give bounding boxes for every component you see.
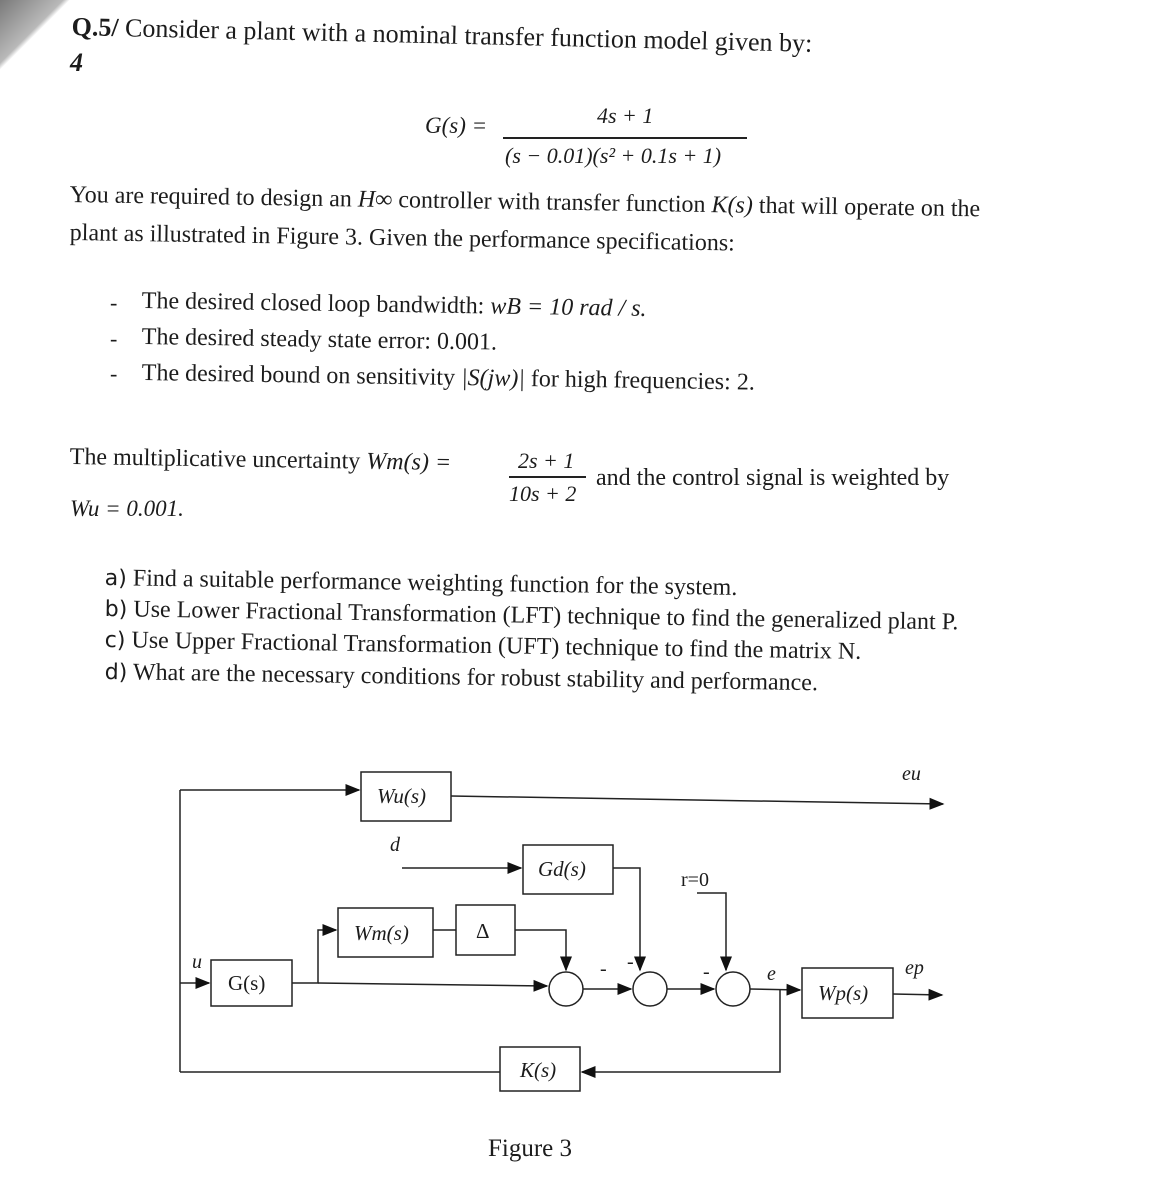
signal-eu: eu (902, 763, 921, 785)
plant-eq-lhs: G(s) = (425, 113, 488, 138)
wire-g-to-wm (292, 930, 336, 983)
question-a-text: Find a suitable performance weighting function for the system. (132, 565, 738, 601)
signal-ep: ep (905, 957, 924, 979)
spec-3-tail: for high frequencies: 2. (524, 366, 756, 396)
question-c-label: c) (104, 627, 126, 654)
signal-u: u (192, 951, 202, 973)
wu-value: Wu = 0.001. (70, 496, 184, 521)
wire-delta-to-sum1 (515, 930, 566, 970)
para-text-b: controller with transfer function (392, 187, 712, 219)
para-text-c: that will operate on the (752, 192, 981, 223)
summing-junction-1 (549, 972, 583, 1006)
plant-eq-numerator: 4s + 1 (597, 103, 654, 128)
wu-block-label: Wu(s) (377, 784, 426, 808)
k-symbol: K(s) (711, 192, 754, 219)
question-b-label: b) (104, 596, 128, 623)
figure-caption: Figure 3 (488, 1135, 573, 1162)
uncertainty-suffix: and the control signal is weighted by (596, 465, 950, 491)
gd-block-label: Gd(s) (538, 857, 586, 881)
summing-junction-3 (716, 972, 750, 1006)
spec-item-2: The desired steady state error: 0.001. (141, 324, 498, 356)
signal-r: r=0 (681, 869, 709, 891)
spec-3-value: |S(jw)| (460, 365, 526, 393)
para-text-a: You are required to design an (69, 181, 359, 213)
wm-denominator: 10s + 2 (509, 481, 577, 506)
wire-eu-output (451, 796, 943, 804)
wire-r-to-sum3 (697, 893, 726, 970)
uncertainty-prefix: The multiplicative uncertainty (69, 443, 367, 475)
spec-1-value: wB = 10 rad / s. (490, 293, 647, 322)
handwritten-mark: 4 (70, 48, 83, 77)
spec-3-text: The desired bound on sensitivity (141, 360, 462, 392)
spec-dash-1: - (110, 290, 118, 315)
paragraph-line-2: plant as illustrated in Figure 3. Given the performance specifications: (69, 219, 736, 257)
signal-d: d (390, 834, 400, 856)
wire-g-to-sum1 (318, 983, 547, 986)
delta-block-label: Δ (476, 919, 490, 943)
wire-ep-output (893, 994, 942, 995)
spec-dash-2: - (110, 326, 118, 351)
wire-e-to-k (582, 990, 780, 1072)
spec-dash-3: - (110, 361, 118, 386)
question-c-text: Use Upper Fractional Transformation (UFT) technique to find the matrix N. (131, 627, 862, 665)
spec-1-text: The desired closed loop bandwidth: (141, 288, 491, 320)
wp-block-label: Wp(s) (818, 981, 869, 1005)
signal-e: e (767, 963, 776, 985)
question-intro: Consider a plant with a nominal transfer function model given by: (118, 13, 813, 58)
wm-symbol: Wm(s) = (366, 448, 452, 476)
wm-numerator: 2s + 1 (518, 448, 575, 473)
k-block-label: K(s) (520, 1058, 557, 1082)
h-infinity-symbol: H∞ (357, 186, 393, 214)
minus-sign-3: - (703, 961, 710, 983)
question-d-label: d) (104, 659, 128, 686)
question-a-label: a) (104, 565, 128, 592)
minus-sign-2: - (627, 951, 634, 973)
question-d-text: What are the necessary conditions for robust stability and performance. (132, 659, 819, 697)
question-number: Q.5/ (71, 12, 119, 43)
g-block-label: G(s) (228, 971, 266, 995)
plant-eq-denominator: (s − 0.01)(s² + 0.1s + 1) (505, 143, 722, 168)
summing-junction-2 (633, 972, 667, 1006)
question-b-text: Use Lower Fractional Transformation (LFT) technique to find the generalized plant P. (133, 596, 959, 636)
minus-sign-1: - (600, 958, 607, 980)
wire-e-to-wp (750, 989, 800, 990)
wm-block-label: Wm(s) (354, 921, 409, 945)
